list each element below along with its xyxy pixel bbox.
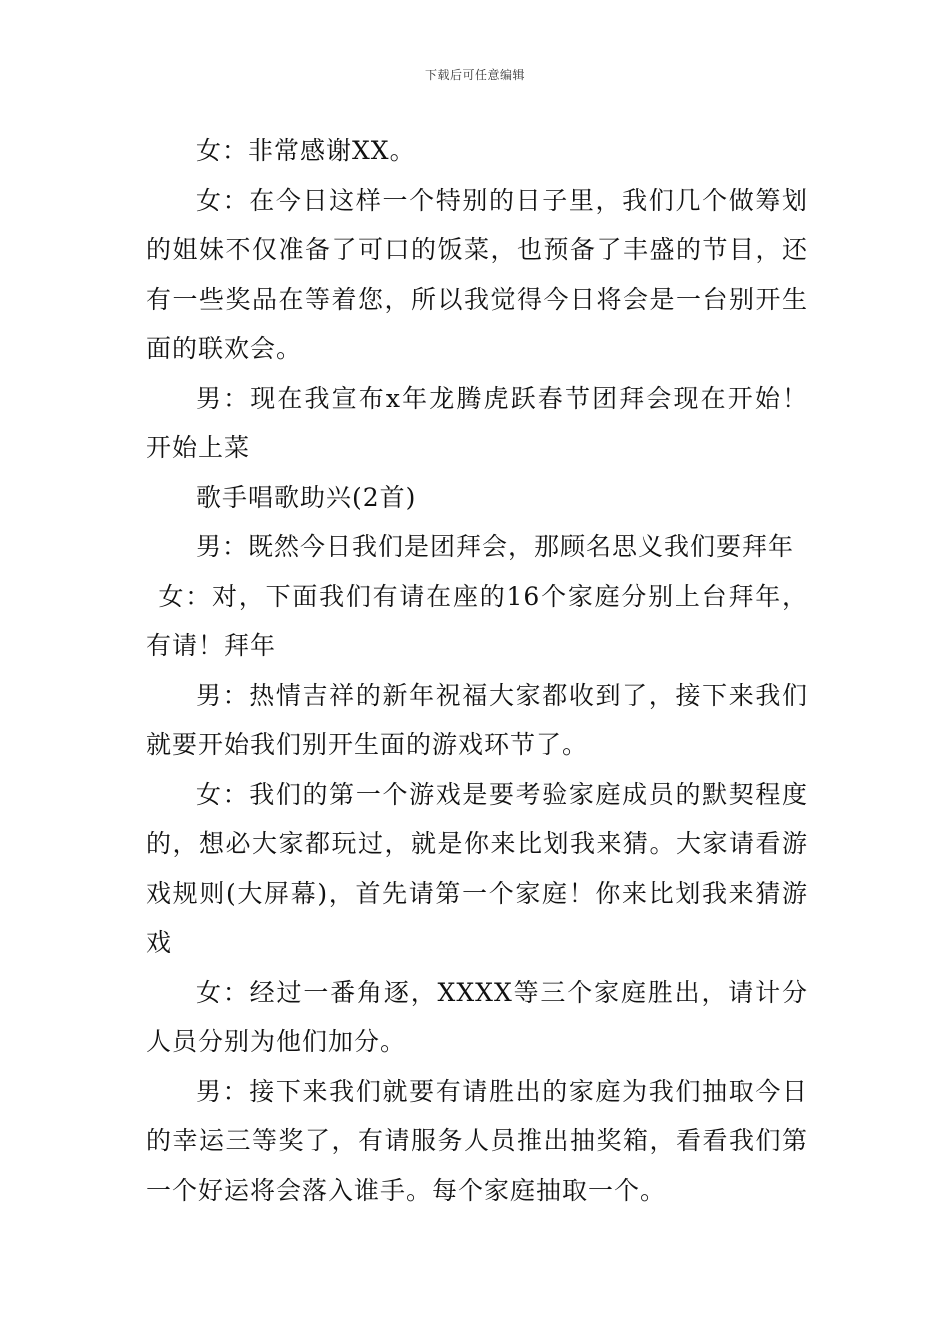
paragraph: 女：非常感谢XX。 bbox=[196, 136, 416, 165]
paragraph: 女：在今日这样一个特别的日子里，我们几个做筹划的姐妹不仅准备了可口的饭菜，也预备了丰盛的节目，还有一些奖品在等着您，所以我觉得今日将会是一台别开生面的联欢会。 bbox=[146, 185, 808, 363]
document-body bbox=[146, 126, 808, 1215]
paragraph: 男：既然今日我们是团拜会，那顾名思义我们要拜年 bbox=[196, 532, 795, 561]
paragraph: 男：现在我宣布x年龙腾虎跃春节团拜会现在开始！开始上菜 bbox=[146, 383, 808, 462]
paragraph: 女：对，下面我们有请在座的16个家庭分别上台拜年，有请！拜年 bbox=[146, 581, 808, 660]
paragraph: 男：热情吉祥的新年祝福大家都收到了，接下来我们就要开始我们别开生面的游戏环节了。 bbox=[146, 680, 808, 759]
paragraph: 男：接下来我们就要有请胜出的家庭为我们抽取今日的幸运三等奖了，有请服务人员推出抽奖箱，看看我们第一个好运将会落入谁手。每个家庭抽取一个。 bbox=[146, 1076, 808, 1205]
paragraph: 女：我们的第一个游戏是要考验家庭成员的默契程度的，想必大家都玩过，就是你来比划我来猜。大家请看游戏规则(大屏幕)，首先请第一个家庭！你来比划我来猜游戏 bbox=[146, 779, 808, 957]
paragraph: 歌手唱歌助兴(2首) bbox=[196, 482, 417, 512]
header-note: 下载后可任意编辑 bbox=[424, 68, 525, 82]
paragraph: 女：经过一番角逐，XXXX等三个家庭胜出，请计分人员分别为他们加分。 bbox=[146, 977, 808, 1056]
